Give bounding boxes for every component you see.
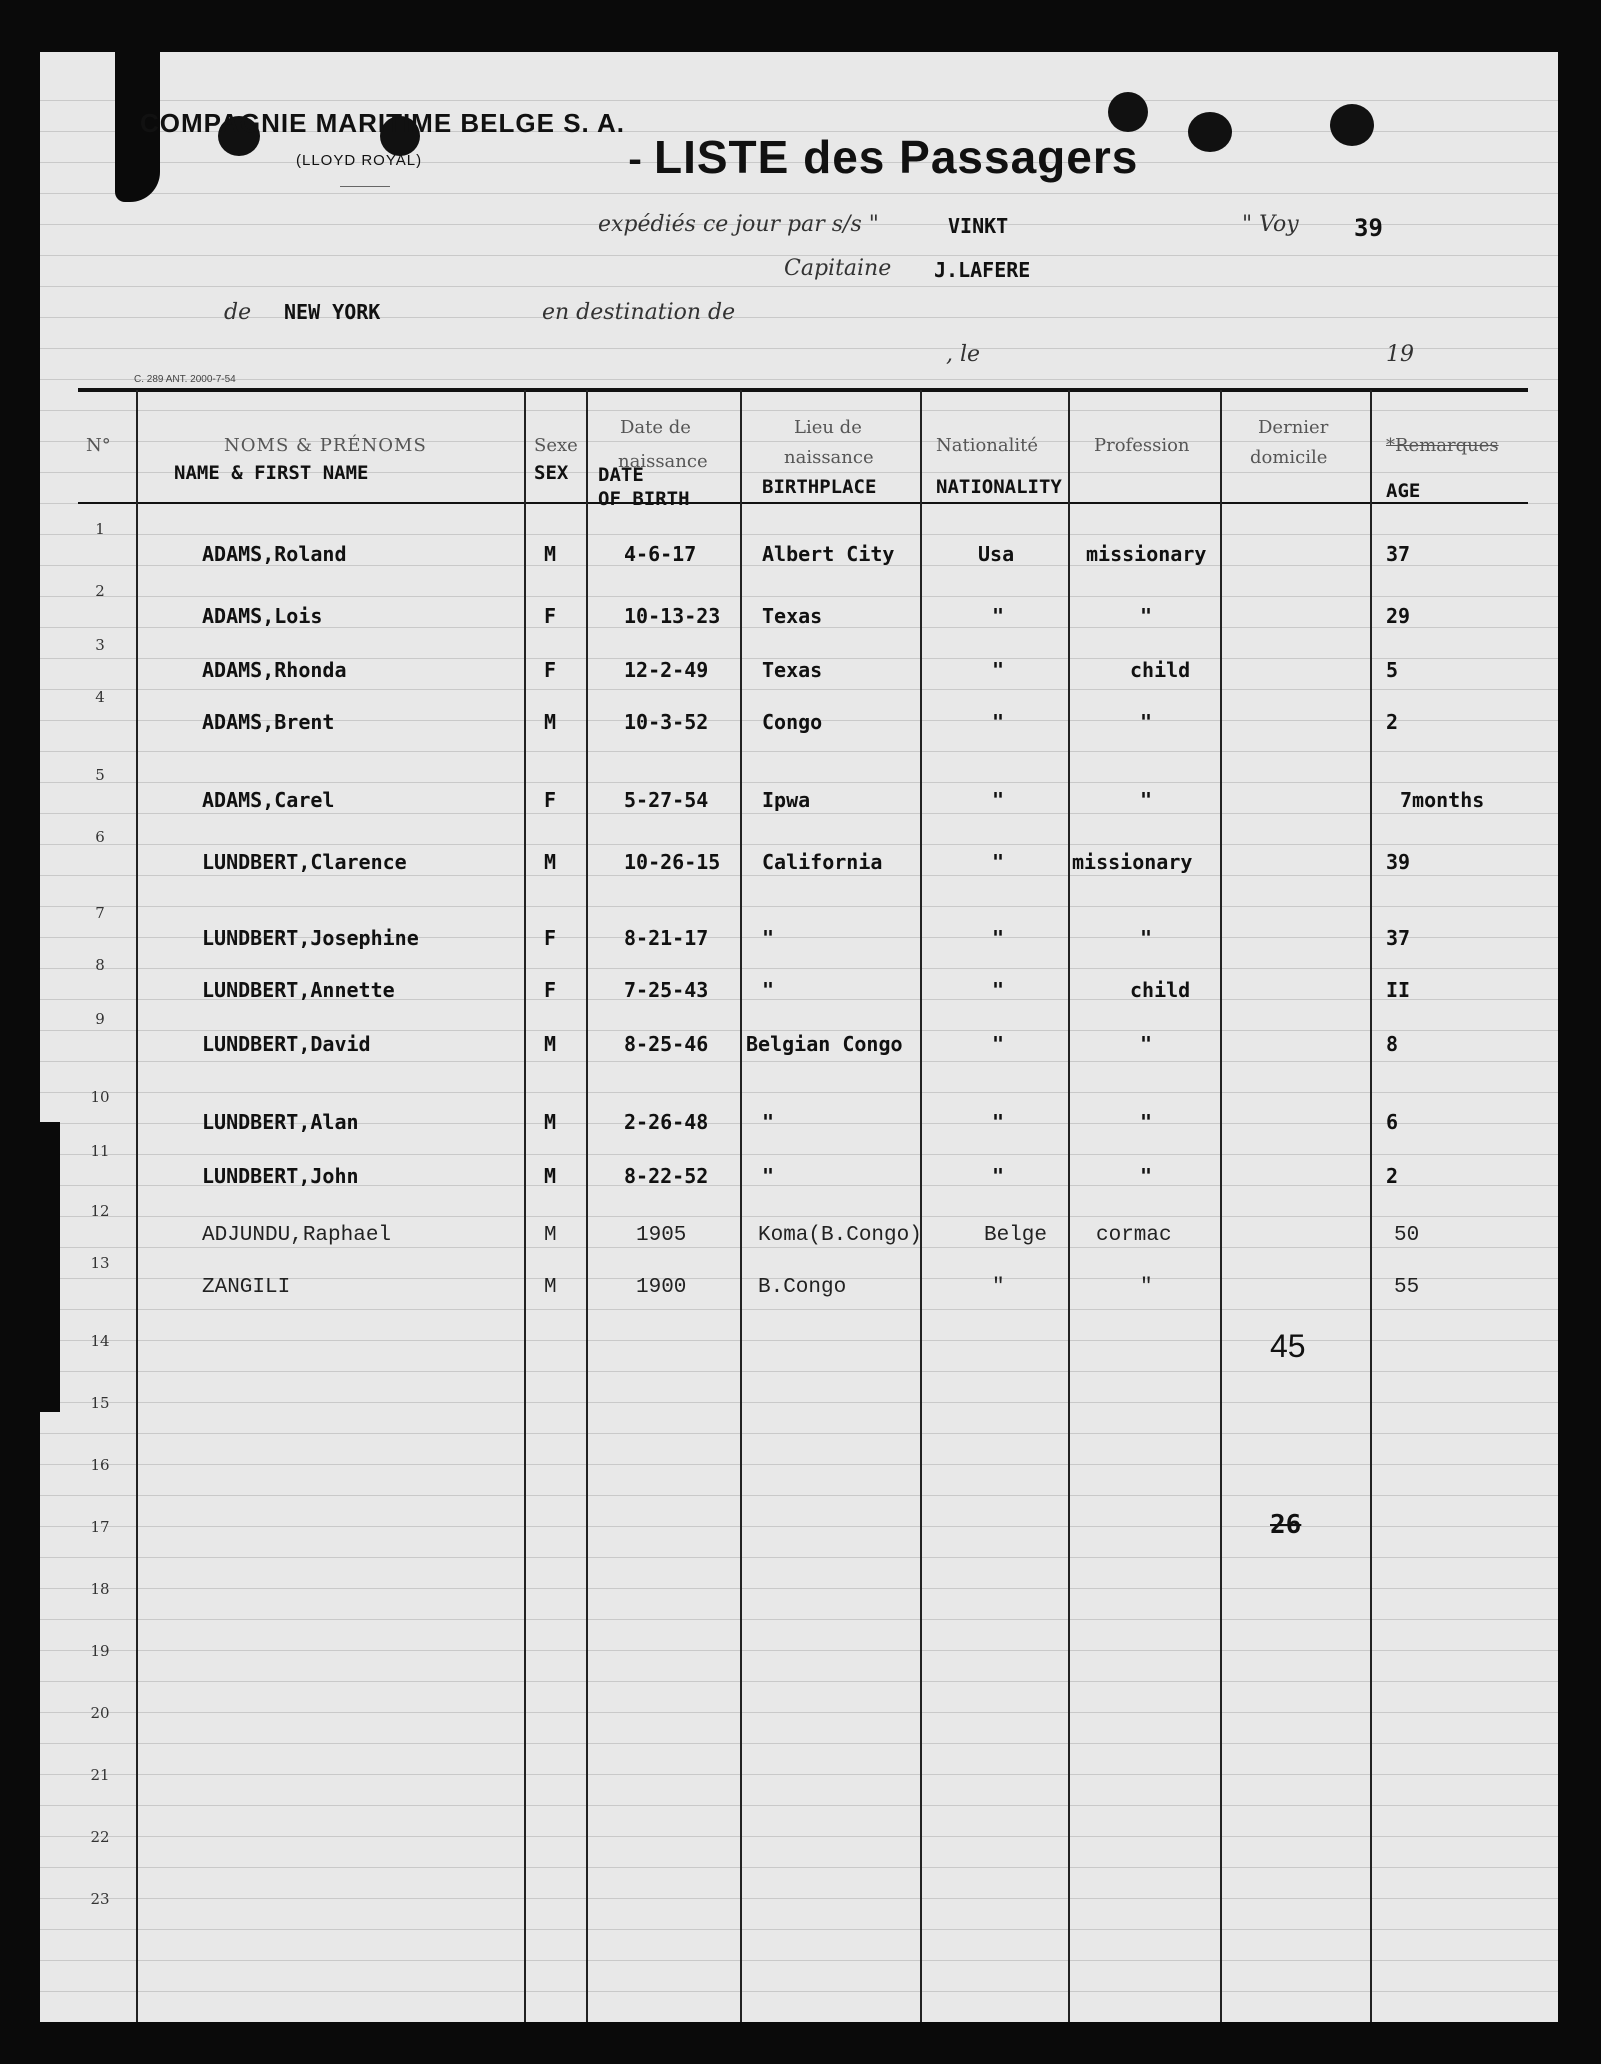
col-header-birthplace-fr: Lieu de [794, 417, 862, 438]
passenger-name: ADAMS,Brent [202, 710, 335, 734]
ruled-line [40, 1526, 1558, 1527]
passenger-profession: child [1130, 658, 1191, 682]
ruled-line [40, 1557, 1558, 1558]
passenger-dob: 7-25-43 [624, 978, 709, 1002]
passenger-profession: missionary [1072, 850, 1193, 874]
ruled-line [40, 968, 1558, 969]
passenger-profession: " [1140, 1164, 1153, 1188]
passenger-birthplace: Albert City [762, 542, 895, 566]
col-header-nationality-en: NATIONALITY [936, 476, 1062, 498]
row-number: 19 [90, 1642, 110, 1660]
passenger-profession: missionary [1086, 542, 1207, 566]
row-number: 14 [90, 1332, 110, 1350]
passenger-age: 39 [1386, 850, 1411, 874]
row-number: 18 [90, 1580, 110, 1598]
col-header-birthplace-en: BIRTHPLACE [762, 476, 877, 498]
passenger-sex: M [544, 1164, 557, 1188]
ruled-line [40, 1402, 1558, 1403]
date-le-label: , le [946, 342, 981, 367]
passenger-name: ZANGILI [202, 1276, 291, 1299]
tally-26: 26 [1270, 1510, 1302, 1540]
passenger-name: ADAMS,Rhonda [202, 658, 347, 682]
passenger-name: LUNDBERT,Annette [202, 978, 395, 1002]
passenger-nationality: Usa [978, 542, 1015, 566]
ship-name: VINKT [948, 214, 1009, 238]
passenger-name: LUNDBERT,Alan [202, 1110, 359, 1134]
passenger-birthplace: " [762, 1164, 775, 1188]
passenger-birthplace: " [762, 1110, 775, 1134]
passenger-profession: " [1140, 604, 1153, 628]
col-header-age-en: AGE [1386, 480, 1421, 502]
row-number: 7 [95, 904, 105, 922]
row-number: 15 [90, 1394, 110, 1412]
col-header-remarks-fr: *Remarques [1386, 435, 1499, 456]
passenger-nationality: " [992, 658, 1005, 682]
passenger-age: 55 [1394, 1276, 1420, 1299]
passenger-sex: F [544, 604, 557, 628]
col-header-dob-en: DATE [598, 464, 644, 486]
ruled-line [40, 1309, 1558, 1310]
passenger-profession: cormac [1096, 1224, 1172, 1247]
ruled-line [40, 1216, 1558, 1217]
ruled-line [40, 410, 1558, 411]
passenger-birthplace: Texas [762, 658, 823, 682]
col-header-domicile-fr-2: domicile [1250, 447, 1328, 468]
col-header-sex-en: SEX [534, 462, 569, 484]
ruled-line [40, 813, 1558, 814]
ruled-line [40, 534, 1558, 535]
passenger-sex: F [544, 926, 557, 950]
row-number: 1 [95, 520, 105, 538]
passenger-age: 37 [1386, 926, 1411, 950]
passenger-nationality: " [992, 788, 1005, 812]
passenger-dob: 12-2-49 [624, 658, 709, 682]
passenger-sex: F [544, 978, 557, 1002]
passenger-nationality: Belge [984, 1224, 1048, 1247]
row-number: 23 [90, 1890, 110, 1908]
col-divider [740, 390, 742, 2022]
ruled-line [40, 1495, 1558, 1496]
col-header-dob-en-2: OF BIRTH [598, 488, 690, 510]
passenger-sex: M [544, 710, 557, 734]
row-number: 22 [90, 1828, 110, 1846]
punch-hole [1188, 112, 1232, 152]
ruled-line [40, 596, 1558, 597]
ruled-line [40, 751, 1558, 752]
expedies-label: expédiés ce jour par s/s " [598, 212, 879, 237]
passenger-name: ADAMS,Lois [202, 604, 323, 628]
col-header-dob-fr: Date de [620, 417, 691, 438]
passenger-sex: M [544, 1110, 557, 1134]
ruled-line [40, 100, 1558, 101]
ruled-line [40, 317, 1558, 318]
ruled-line [40, 1836, 1558, 1837]
passenger-name: LUNDBERT,Clarence [202, 850, 407, 874]
table-header-border [78, 502, 1528, 504]
ruled-line [40, 1154, 1558, 1155]
passenger-profession: " [1140, 1110, 1153, 1134]
punch-hole [1330, 104, 1374, 146]
passenger-birthplace: " [762, 926, 775, 950]
passenger-name: ADAMS,Roland [202, 542, 347, 566]
ruled-line [40, 1929, 1558, 1930]
passenger-dob: 2-26-48 [624, 1110, 709, 1134]
punch-hole [1108, 92, 1148, 132]
row-number: 3 [95, 636, 105, 654]
passenger-profession: child [1130, 978, 1191, 1002]
row-number: 10 [90, 1088, 110, 1106]
torn-edge [40, 1122, 60, 1412]
passenger-age: 7months [1400, 788, 1485, 812]
row-number: 16 [90, 1456, 110, 1474]
col-divider [920, 390, 922, 2022]
passenger-age: 29 [1386, 604, 1411, 628]
passenger-dob: 1900 [636, 1276, 687, 1299]
captain-name: J.LAFERE [934, 258, 1031, 282]
col-header-domicile-fr: Dernier [1258, 417, 1329, 438]
ruled-line [40, 875, 1558, 876]
ruled-line [40, 379, 1558, 380]
ruled-line [40, 1898, 1558, 1899]
passenger-age: II [1386, 978, 1411, 1002]
passenger-nationality: " [992, 850, 1005, 874]
passenger-dob: 8-22-52 [624, 1164, 709, 1188]
passenger-sex: M [544, 1224, 557, 1247]
passenger-name: LUNDBERT,John [202, 1164, 359, 1188]
company-underline [340, 186, 390, 187]
passenger-profession: " [1140, 1276, 1153, 1299]
passenger-age: 5 [1386, 658, 1399, 682]
ruled-line [40, 286, 1558, 287]
ruled-line [40, 906, 1558, 907]
title-dash: - [628, 140, 643, 180]
ruled-line [40, 1092, 1558, 1093]
col-divider [586, 390, 588, 2022]
ruled-line [40, 1030, 1558, 1031]
passenger-age: 2 [1386, 710, 1399, 734]
ruled-line [40, 1247, 1558, 1248]
row-number: 8 [95, 956, 105, 974]
row-number: 6 [95, 828, 105, 846]
passenger-birthplace: California [762, 850, 883, 874]
passenger-profession: " [1140, 710, 1153, 734]
passenger-dob: 10-13-23 [624, 604, 721, 628]
year-label: 19 [1386, 342, 1414, 367]
col-header-nationality-fr: Nationalité [936, 435, 1039, 456]
row-number: 11 [90, 1142, 110, 1160]
passenger-profession: " [1140, 926, 1153, 950]
passenger-nationality: " [992, 1032, 1005, 1056]
col-divider [524, 390, 526, 2022]
row-number: 17 [90, 1518, 110, 1536]
passenger-sex: F [544, 788, 557, 812]
passenger-name: LUNDBERT,David [202, 1032, 371, 1056]
col-header-dob-fr-2: naissance [618, 451, 708, 472]
passenger-age: 8 [1386, 1032, 1399, 1056]
row-number: 12 [90, 1202, 110, 1220]
passenger-birthplace: Belgian Congo [746, 1032, 903, 1056]
passenger-nationality: " [992, 1276, 1005, 1299]
ruled-line [40, 348, 1558, 349]
row-number: 13 [90, 1254, 110, 1272]
ruled-line [40, 193, 1558, 194]
passenger-birthplace: B.Congo [758, 1276, 847, 1299]
passenger-sex: F [544, 658, 557, 682]
passenger-name: ADJUNDU,Raphael [202, 1224, 392, 1247]
passenger-dob: 10-26-15 [624, 850, 721, 874]
passenger-nationality: " [992, 604, 1005, 628]
passenger-name: LUNDBERT,Josephine [202, 926, 419, 950]
company-subtitle: (LLOYD ROYAL) [296, 152, 423, 169]
passenger-age: 2 [1386, 1164, 1399, 1188]
col-divider [1370, 390, 1372, 2022]
col-divider [136, 390, 138, 2022]
ruled-line [40, 1061, 1558, 1062]
passenger-dob: 4-6-17 [624, 542, 697, 566]
col-header-name-en: NAME & FIRST NAME [174, 462, 369, 484]
passenger-sex: M [544, 850, 557, 874]
ruled-line [40, 782, 1558, 783]
col-header-name-fr: NOMS & PRÉNOMS [224, 435, 427, 456]
ruled-line [40, 1371, 1558, 1372]
passenger-birthplace: Koma(B.Congo) [758, 1224, 922, 1247]
col-divider [1068, 390, 1070, 2022]
passenger-birthplace: Ipwa [762, 788, 811, 812]
ruled-line [40, 1464, 1558, 1465]
passenger-nationality: " [992, 1110, 1005, 1134]
passenger-nationality: " [992, 710, 1005, 734]
col-divider [1220, 390, 1222, 2022]
passenger-dob: 8-25-46 [624, 1032, 709, 1056]
col-header-profession-fr: Profession [1094, 435, 1190, 456]
col-header-no: N° [86, 435, 111, 456]
row-number: 5 [95, 766, 105, 784]
row-number: 4 [95, 688, 105, 706]
page-title: LISTE des Passagers [654, 131, 1139, 183]
passenger-birthplace: Congo [762, 710, 823, 734]
row-number: 20 [90, 1704, 110, 1722]
passenger-list-page [40, 52, 1558, 2022]
ruled-line [40, 1619, 1558, 1620]
tally-45: 45 [1270, 1328, 1306, 1364]
ruled-line [40, 1340, 1558, 1341]
ruled-line [40, 1960, 1558, 1961]
passenger-dob: 5-27-54 [624, 788, 709, 812]
col-header-sex-fr: Sexe [534, 435, 578, 456]
de-label: de [224, 300, 252, 325]
capitaine-label: Capitaine [784, 256, 892, 281]
passenger-sex: M [544, 542, 557, 566]
passenger-age: 50 [1394, 1224, 1420, 1247]
ruled-line [40, 1743, 1558, 1744]
passenger-sex: M [544, 1276, 557, 1299]
passenger-name: ADAMS,Carel [202, 788, 335, 812]
voy-label: " Voy [1242, 212, 1299, 237]
passenger-birthplace: " [762, 978, 775, 1002]
col-header-birthplace-fr-2: naissance [784, 447, 874, 468]
passenger-dob: 10-3-52 [624, 710, 709, 734]
passenger-age: 6 [1386, 1110, 1399, 1134]
ruled-line [40, 1681, 1558, 1682]
passenger-sex: M [544, 1032, 557, 1056]
row-number: 9 [95, 1010, 105, 1028]
origin-port: NEW YORK [284, 300, 381, 324]
table-top-border [78, 388, 1528, 392]
passenger-birthplace: Texas [762, 604, 823, 628]
passenger-nationality: " [992, 978, 1005, 1002]
ruled-line [40, 1991, 1558, 1992]
ruled-line [40, 1650, 1558, 1651]
ruled-line [40, 1805, 1558, 1806]
ruled-line [40, 1867, 1558, 1868]
form-code: C. 289 ANT. 2000-7-54 [134, 374, 236, 385]
passenger-dob: 1905 [636, 1224, 687, 1247]
ruled-line [40, 844, 1558, 845]
row-number: 21 [90, 1766, 110, 1784]
ruled-line [40, 689, 1558, 690]
passenger-age: 37 [1386, 542, 1411, 566]
ruled-line [40, 1433, 1558, 1434]
ruled-line [40, 1774, 1558, 1775]
passenger-profession: " [1140, 788, 1153, 812]
passenger-profession: " [1140, 1032, 1153, 1056]
ruled-line [40, 1712, 1558, 1713]
row-number: 2 [95, 582, 105, 600]
destination-label: en destination de [542, 300, 736, 325]
passenger-nationality: " [992, 926, 1005, 950]
ruled-line [40, 1588, 1558, 1589]
passenger-dob: 8-21-17 [624, 926, 709, 950]
passenger-nationality: " [992, 1164, 1005, 1188]
company-name: COMPAGNIE MARITIME BELGE S. A. [140, 108, 626, 138]
voyage-number: 39 [1354, 214, 1383, 242]
